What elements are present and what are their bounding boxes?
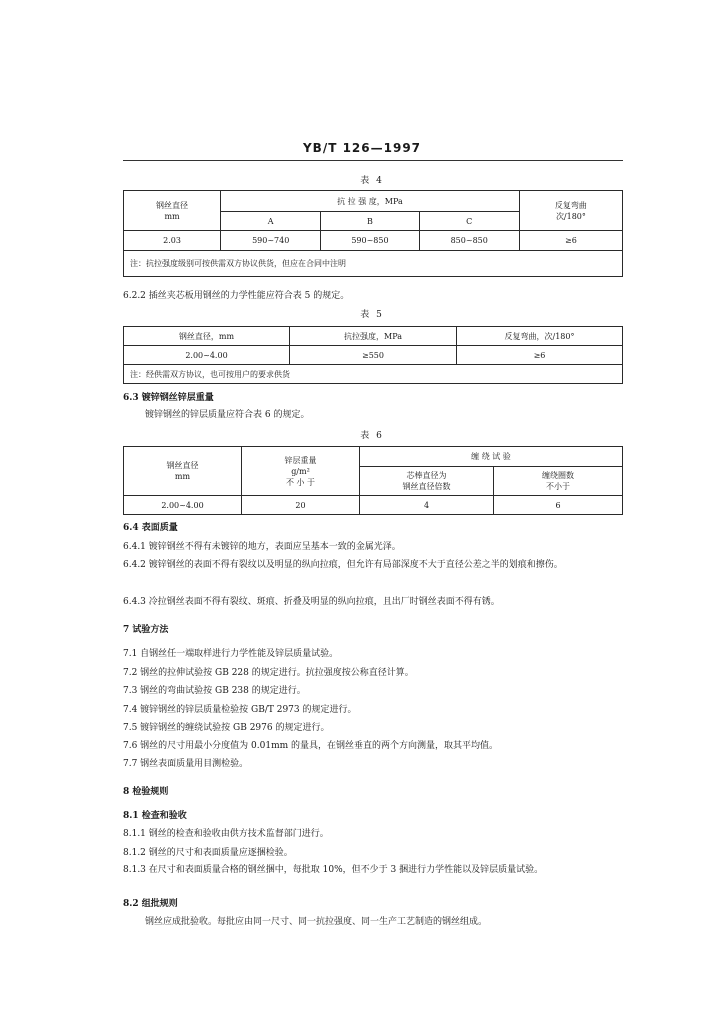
table-row <box>124 496 623 515</box>
table6-h-zinc: 锌层重量 <box>284 455 317 465</box>
table-row <box>124 231 623 251</box>
table6-h-diameter-unit: mm <box>174 472 191 481</box>
table6-h-zinc-unit: g/m² <box>291 466 310 476</box>
table5-cell: ≥6 <box>457 346 623 365</box>
table4 <box>123 190 623 277</box>
clause-7-1: 7.1 自钢丝任一端取样进行力学性能及锌层质量试验。 <box>123 649 339 659</box>
table5-note: 注：经供需双方协议，也可按用户的要求供货 <box>124 365 623 384</box>
table4-header-bend <box>519 191 622 231</box>
section-7-title: 7 试验方法 <box>123 625 169 635</box>
table4-h-bend-unit: 次/180° <box>555 211 586 221</box>
table6-h-core2: 钢丝直径倍数 <box>402 482 451 491</box>
clause-6-4-3: 6.4.3 冷拉钢丝表面不得有裂纹、斑痕、折叠及明显的纵向拉痕，且出厂时钢丝表面不得有锈。 <box>123 597 500 607</box>
section-8-1: 8.1 检查和验收 <box>123 811 187 821</box>
clause-7-6: 7.6 钢丝的尺寸用最小分度值为 0.01mm 的量具，在钢丝垂直的两个方向测量，取其平均值。 <box>123 741 499 751</box>
table4-cell: 590~850 <box>321 231 419 251</box>
clause-8-1-3: 8.1.3 在尺寸和表面质量合格的钢丝捆中，每批取 10%，但不少于 3 捆进行力学性能以及锌层质量试验。 <box>123 865 544 875</box>
table6-cell: 6 <box>494 496 623 515</box>
clause-8-1-2: 8.1.2 钢丝的尺寸和表面质量应逐捆检验。 <box>123 848 293 858</box>
table4-note: 注：抗拉强度级别可按供需双方协议供货，但应在合同中注明 <box>124 251 623 277</box>
clause-7-5: 7.5 镀锌钢丝的缠绕试验按 GB 2976 的规定进行。 <box>123 723 330 733</box>
table4-caption: 表 4 <box>360 176 384 186</box>
table5-cell: 2.00~4.00 <box>124 346 290 365</box>
table6-h-diameter: 钢丝直径 <box>166 461 199 470</box>
table4-cell: 850~850 <box>419 231 519 251</box>
table4-cell: ≥6 <box>519 231 622 251</box>
standard-header: YB/T 126—1997 <box>302 141 422 155</box>
table6-cell: 2.00~4.00 <box>124 496 242 515</box>
table6-h-core: 芯棒直径为 <box>406 471 447 480</box>
section-8-2-text: 钢丝应成批验收。每批应由同一尺寸、同一抗拉强度、同一生产工艺制造的钢丝组成。 <box>145 917 488 927</box>
table4-header-diameter <box>124 191 221 231</box>
table6-header-wrap: 缠 绕 试 验 <box>360 447 623 467</box>
table4-grade-b: B <box>321 212 419 231</box>
table4-h-diameter: 钢丝直径 <box>156 200 189 210</box>
table-row <box>124 346 623 365</box>
table6-h-turns: 缠绕圈数 <box>542 471 574 480</box>
clause-7-4: 7.4 镀锌钢丝的锌层质量检验按 GB/T 2973 的规定进行。 <box>123 705 357 715</box>
clause-7-7: 7.7 钢丝表面质量用目测检验。 <box>123 759 249 769</box>
table5-header: 抗拉强度，MPa <box>290 327 457 346</box>
table6-header-zinc <box>242 447 360 496</box>
section-6-3-title: 6.3 镀锌钢丝锌层重量 <box>123 393 214 403</box>
table6-caption: 表 6 <box>360 431 384 441</box>
table6-cell: 20 <box>242 496 360 515</box>
table6-header-core <box>360 467 494 496</box>
clause-6-4-2: 6.4.2 镀锌钢丝的表面不得有裂纹以及明显的纵向拉痕，但允许有局部深度不大于直径公差之半的划痕和擦伤。 <box>123 560 563 570</box>
table6-h-zinc-min: 不 小 于 <box>285 477 316 487</box>
table6-cell: 4 <box>360 496 494 515</box>
table5-header: 钢丝直径，mm <box>124 327 290 346</box>
table4-cell: 590~740 <box>221 231 321 251</box>
table5-header: 反复弯曲，次/180° <box>457 327 623 346</box>
section-8-2: 8.2 组批规则 <box>123 899 178 909</box>
table5 <box>123 326 623 384</box>
table4-grade-a: A <box>221 212 321 231</box>
table5-caption: 表 5 <box>360 310 384 320</box>
clause-6-4-1: 6.4.1 镀锌钢丝不得有未镀锌的地方，表面应呈基本一致的金属光泽。 <box>123 542 401 552</box>
clause-7-2: 7.2 钢丝的拉伸试验按 GB 228 的规定进行。抗拉强度按公称直径计算。 <box>123 668 414 678</box>
section-6-4: 6.4 表面质量 <box>123 523 178 533</box>
section-8-title: 8 检验规则 <box>123 787 169 797</box>
table4-grade-c: C <box>419 212 519 231</box>
table4-cell: 2.03 <box>124 231 221 251</box>
table6-header-turns <box>494 467 623 496</box>
table4-header-strength: 抗 拉 强 度，MPa <box>221 191 520 212</box>
table5-cell: ≥550 <box>290 346 457 365</box>
clause-7-3: 7.3 钢丝的弯曲试验按 GB 238 的规定进行。 <box>123 686 306 696</box>
clause-8-1-1: 8.1.1 钢丝的检查和验收由供方技术监督部门进行。 <box>123 829 329 839</box>
header-rule <box>123 160 623 161</box>
section-6-3-text: 镀锌钢丝的锌层质量应符合表 6 的规定。 <box>145 410 310 420</box>
table6-header-diameter <box>124 447 242 496</box>
table4-h-diameter-unit: mm <box>164 211 180 221</box>
para-6-2-2: 6.2.2 插丝夹芯板用钢丝的力学性能应符合表 5 的规定。 <box>123 291 350 301</box>
table6 <box>123 446 623 515</box>
table4-h-bend: 反复弯曲 <box>554 200 587 210</box>
table6-h-turns2: 不小于 <box>546 482 570 491</box>
